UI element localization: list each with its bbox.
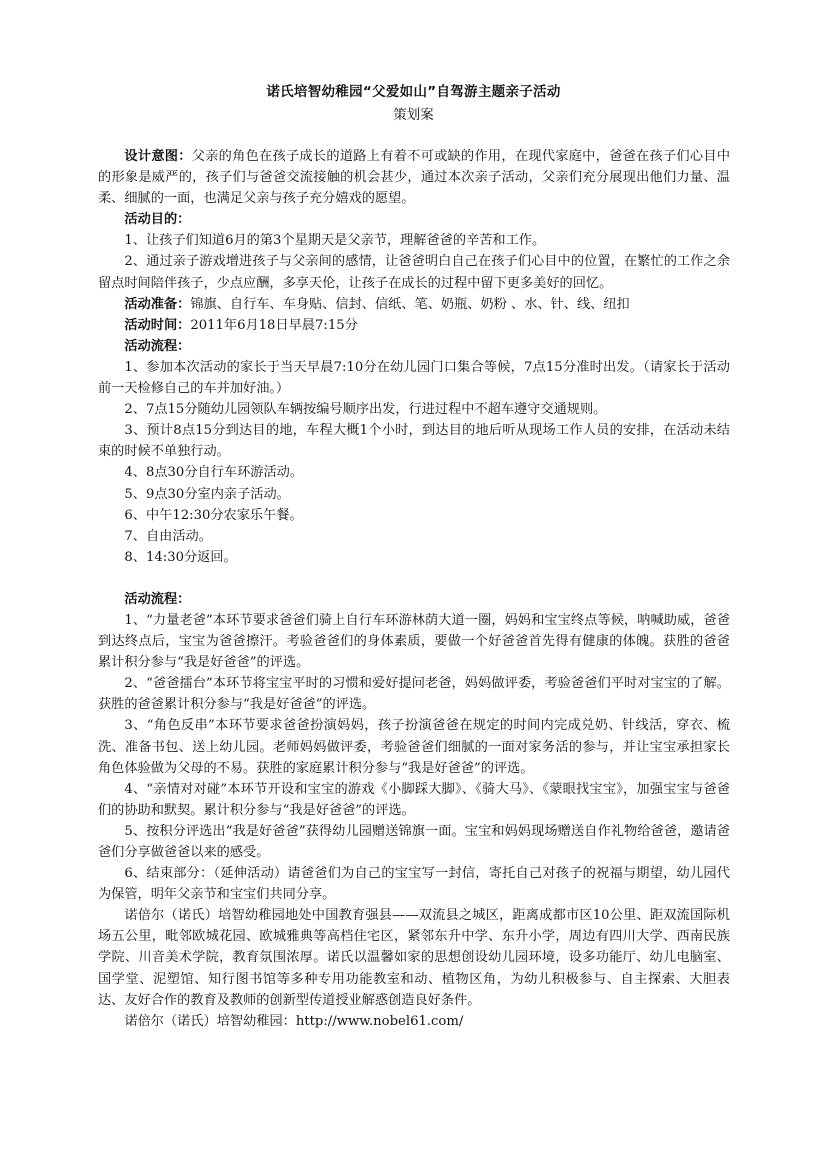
activity-item-2: 2、“爸爸擂台”本环节将宝宝平时的习惯和爱好提问老爸，妈妈做评委，考验爸爸们平时对宝宝的了解。获胜的爸爸累计积分参与“我是好爸爸”的评选。 xyxy=(98,676,730,713)
document-body xyxy=(98,146,730,1032)
time-text: 2011年6月18日早晨7:15分 xyxy=(190,317,358,333)
prep-text: 锦旗、自行车、车身贴、信封、信纸、笔、奶瓶、奶粉 、水、针、线、纽扣 xyxy=(190,296,630,312)
goal-label: 活动目的： xyxy=(124,212,191,228)
time-paragraph xyxy=(98,315,730,336)
activity-item-5: 5、按积分评选出“我是好爸爸”获得幼儿园赠送锦旗一面。宝宝和妈妈现场赠送自作礼物给爸爸，邀请爸爸们分享做爸爸以来的感受。 xyxy=(98,823,730,860)
time-label: 活动时间： xyxy=(124,317,191,333)
flow-item-2: 2、7点15分随幼儿园领队车辆按编号顺序出发，行进过程中不超车遵守交通规则。 xyxy=(124,402,607,418)
flow-item-1: 1、参加本次活动的家长于当天早晨7:10分在幼儿园门口集合等候，7点15分准时出发。（请家长于活动前一天检修自己的车并加好油。） xyxy=(98,359,730,397)
flow2-heading xyxy=(98,589,730,610)
school-intro: 诺倍尔（诺氏）培智幼稚园地处中国教育强县——双流县之城区，距离成都市区10公里、距双流国际机场五公里，毗邻欧城花园、欧城雅典等高档住宅区，紧邻东升中学、东升小学，周边有四川大学、西南民族学院、川音美术学院，教育氛围浓厚。诺氏以温馨如家的思想创设幼儿园环境，设多功能厅、幼儿电脑室、国学堂、泥塑馆、知行图书馆等多种专用功能教室和动、植物区角，为幼儿积极参与、自主探索、大胆表达、友好合作的教育及教师的创新型传道授业解惑创造良好条件。 xyxy=(98,908,730,1008)
prep-paragraph xyxy=(98,294,730,315)
goal-heading xyxy=(98,209,730,230)
design-text: 父亲的角色在孩子成长的道路上有着不可或缺的作用，在现代家庭中，爸爸在孩子们心目中的形象是威严的，孩子们与爸爸交流接触的机会甚少，通过本次亲子活动，父亲们充分展现出他们力量、温柔、细腻的一面，也满足父亲与孩子充分嬉戏的愿望。 xyxy=(98,149,731,207)
flow-item-6: 6、中午12:30分农家乐午餐。 xyxy=(124,507,303,523)
section-gap xyxy=(98,568,730,589)
flow-heading xyxy=(98,336,730,357)
flow-label: 活动流程： xyxy=(124,338,191,354)
goal-item-1: 1、让孩子们知道6月的第3个星期天是父亲节，理解爸爸的辛苦和工作。 xyxy=(124,233,546,249)
school-website: 诺倍尔（诺氏）培智幼稚园：http://www.nobel61.com/ xyxy=(124,1013,464,1029)
activity-item-6: 6、结束部分：（延伸活动）请爸爸们为自己的宝宝写一封信，寄托自己对孩子的祝福与期望，幼儿园代为保管，明年父亲节和宝宝们共同分享。 xyxy=(98,866,730,903)
activity-item-1: 1、“力量老爸”本环节要求爸爸们骑上自行车环游林荫大道一圈，妈妈和宝宝终点等候，呐喊助威，爸爸到达终点后，宝宝为爸爸擦汗。考验爸爸们的身体素质，要做一个好爸爸首先得有健康的体魄。获胜的爸爸累计积分参与“我是好爸爸”的评选。 xyxy=(98,612,730,671)
flow-item-7: 7、自由活动。 xyxy=(124,528,212,544)
goal-item-2: 2、通过亲子游戏增进孩子与父亲间的感情，让爸爸明白自己在孩子们心目中的位置，在繁忙的工作之余留点时间陪伴孩子，少点应酬，多享天伦，让孩子在成长的过程中留下更多美好的回忆。 xyxy=(98,254,730,291)
document-title: 诺氏培智幼稚园“父爱如山”自驾游主题亲子活动 xyxy=(266,84,561,100)
activity-item-3: 3、“角色反串”本环节要求爸爸扮演妈妈，孩子扮演爸爸在规定的时间内完成兑奶、针线活，穿衣、梳洗、准备书包、送上幼儿园。老师妈妈做评委，考验爸爸们细腻的一面对家务活的参与，并让宝宝承担家长角色体验做为父母的不易。获胜的家庭累计积分参与“我是好爸爸”的评选。 xyxy=(98,718,730,776)
flow2-label: 活动流程： xyxy=(124,591,191,607)
design-paragraph xyxy=(98,146,730,209)
document-subtitle: 策划案 xyxy=(393,107,434,123)
prep-label: 活动准备： xyxy=(124,296,191,312)
flow-item-8: 8、14:30分返回。 xyxy=(124,549,237,565)
design-label: 设计意图： xyxy=(124,149,192,164)
flow-item-4: 4、8点30分自行车环游活动。 xyxy=(124,465,304,481)
flow-item-3: 3、预计8点15分到达目的地，车程大概1个小时，到达目的地后听从现场工作人员的安排，在活动未结束的时候不单独行动。 xyxy=(98,423,730,460)
flow-item-5: 5、9点30分室内亲子活动。 xyxy=(124,486,290,502)
activity-item-4: 4、“亲情对对碰”本环节开设和宝宝的游戏《小脚踩大脚》、《骑大马》、《蒙眼找宝宝》，加强宝宝与爸爸们的协助和默契。累计积分参与“我是好爸爸”的评选。 xyxy=(98,781,730,818)
